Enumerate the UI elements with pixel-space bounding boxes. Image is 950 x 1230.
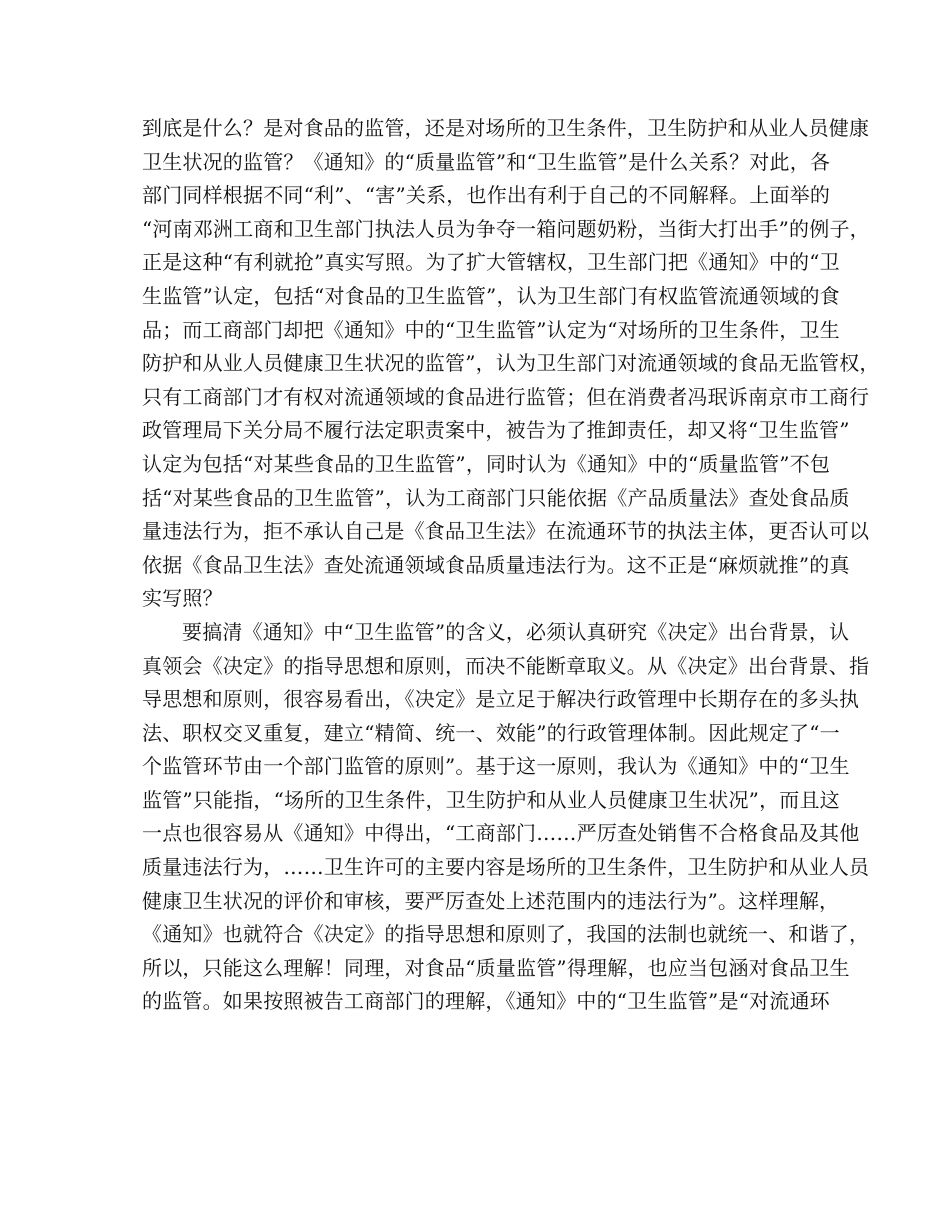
text-line: 健康卫生状况的评价和审核，要严厉查处上述范围内的违法行为”。这样理解， [142, 888, 840, 913]
text-line: 生监管”认定，包括“对食品的卫生监管”，认为卫生部门有权监管流通领域的食 [142, 283, 840, 308]
text-line: 一点也很容易从《通知》中得出，“工商部门……严厉查处销售不合格食品及其他 [142, 821, 860, 846]
text-line: 法、职权交叉重复，建立“精简、统一、效能”的行政管理体制。因此规定了“一 [142, 720, 840, 745]
text-line: 括“对某些食品的卫生监管”，认为工商部门只能依据《产品质量法》查处食品质 [142, 485, 850, 510]
text-line: 认定为包括“对某些食品的卫生监管”，同时认为《通知》中的“质量监管”不包 [142, 451, 831, 476]
paragraph-first-line: 要搞清《通知》中“卫生监管”的含义，必须认真研究《决定》出台背景，认 [182, 619, 850, 644]
text-line: 的监管。如果按照被告工商部门的理解，《通知》中的“卫生监管”是“对流通环 [142, 989, 830, 1014]
text-line: 政管理局下关分局不履行法定职责案中，被告为了推卸责任，却又将“卫生监管” [142, 418, 850, 443]
text-line: 导思想和原则，很容易看出，《决定》是立足于解决行政管理中长期存在的多头执 [142, 687, 860, 712]
text-line: 真领会《决定》的指导思想和原则，而决不能断章取义。从《决定》出台背景、指 [142, 653, 870, 678]
text-line: 依据《食品卫生法》查处流通领域食品质量违法行为。这不正是“麻烦就推”的真 [142, 552, 850, 577]
body-text [142, 112, 880, 1019]
text-line: 卫生状况的监管？《通知》的“质量监管”和“卫生监管”是什么关系？对此，各 [142, 149, 831, 174]
text-line: “河南邓洲工商和卫生部门执法人员为争夺一箱问题奶粉，当街大打出手”的例子， [142, 216, 870, 241]
text-line: 《通知》也就符合《决定》的指导思想和原则了，我国的法制也就统一、和谐了， [142, 922, 870, 947]
text-line: 只有工商部门才有权对流通领域的食品进行监管；但在消费者冯珉诉南京市工商行 [142, 384, 870, 409]
text-line: 部门同样根据不同“利”、“害”关系，也作出有利于自己的不同解释。上面举的 [142, 183, 831, 208]
text-line: 所以，只能这么理解！同理，对食品“质量监管”得理解，也应当包涵对食品卫生 [142, 955, 850, 980]
text-line: 正是这种“有利就抢”真实写照。为了扩大管辖权，卫生部门把《通知》中的“卫 [142, 250, 840, 275]
text-line: 监管”只能指，“场所的卫生条件，卫生防护和从业人员健康卫生状况”，而且这 [142, 787, 840, 812]
text-line: 品；而工商部门却把《通知》中的“卫生监管”认定为“对场所的卫生条件，卫生 [142, 317, 840, 342]
text-line: 质量违法行为，……卫生许可的主要内容是场所的卫生条件，卫生防护和从业人员 [142, 855, 870, 880]
text-line: 个监管环节由一个部门监管的原则”。基于这一原则，我认为《通知》中的“卫生 [142, 754, 850, 779]
text-line: 防护和从业人员健康卫生状况的监管”，认为卫生部门对流通领域的食品无监管权， [142, 351, 880, 376]
text-line: 实写照？ [142, 586, 223, 611]
text-line: 量违法行为，拒不承认自己是《食品卫生法》在流通环节的执法主体，更否认可以 [142, 519, 870, 544]
text-line: 到底是什么？是对食品的监管，还是对场所的卫生条件，卫生防护和从业人员健康 [142, 116, 870, 140]
